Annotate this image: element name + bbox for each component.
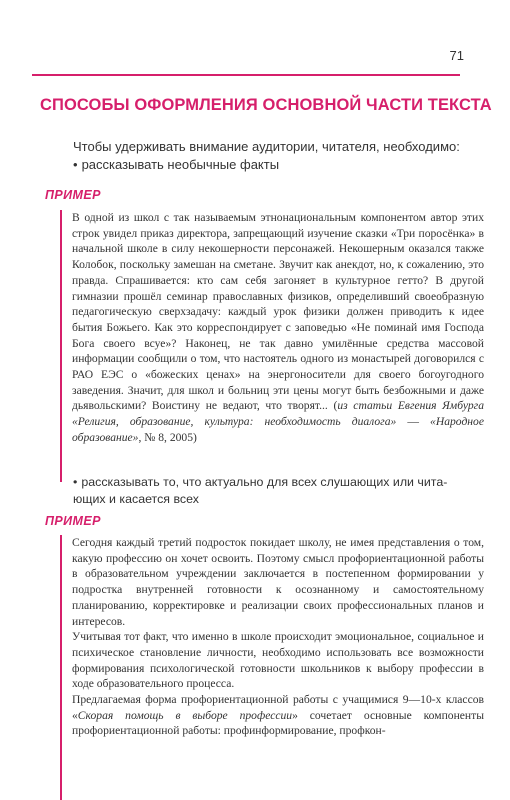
source-open: (: [333, 399, 338, 413]
example-1-source-journal: «Народное образование»: [72, 415, 484, 444]
bullet-item-1: [73, 156, 483, 174]
page-number: 71: [449, 48, 464, 63]
section-heading: СПОСОБЫ ОФОРМЛЕНИЯ ОСНОВНОЙ ЧАСТИ ТЕКСТА: [40, 96, 492, 114]
header-rule: [32, 74, 460, 76]
example-2-paragraph-2: Учитывая тот факт, что именно в школе происходит эмоциональное, социальное и психическое становление личности, необходимо использовать все возможности формирования психологической готовности школьников к выбору профессии в ходе образовательного процесса.: [72, 630, 484, 691]
bullet-2-line-1: [73, 474, 483, 491]
example-1-body: В одной из школ с так называемым этнонациональным компонентом автор этих строк увидел приказ директора, запрещающий изучение сказки «Три поросёнка» в начальной школе в силу некошерности персонажей. Некошерным оказался также Колобок, поскольку замешан на сметане. Звучит как анекдот, но, к сожалению, это правда. Спрашивается: кто сам себя загоняет в культурное гетто? В другой гимназии прошёл семинар православных физиков, определивший своеобразную педагогическую сверхзадачу: каждый урок физики должен приводить к идее бытия Божьего. Как это корреспондирует с заповедью «Не поминай имя Господа Бога своего всуе»? Наконец, не так давно умилённые средства массовой информации сообщили о том, что настоятель одного из монастырей договорился с РАО ЕЭС о «божеских ценах» на энергоносители для своего богоугодного заведения. Значит, для школ и больниц эти цены могут быть безбожными и даже дьявольскими? Воистину не ведают, что творят...: [72, 211, 484, 413]
para3-emphasis: Скорая помощь в выборе профессии: [77, 708, 293, 722]
example-1-source-issue: , № 8, 2005): [138, 430, 197, 444]
example-1-source-article: из статьи Евгения Ямбурга «Религия, образование, культура: необходимость диалога»: [72, 399, 484, 429]
example-1-paragraph: [72, 210, 484, 446]
bullet-icon: •: [73, 157, 78, 172]
bullet-2-text: рассказывать то, что актуально для всех слушающих или чита-: [81, 475, 448, 489]
example-box-1: [60, 210, 484, 482]
bullet-item-2: [73, 474, 483, 508]
bullet-1-text: рассказывать необычные факты: [81, 157, 280, 172]
example-2-paragraph-3: [72, 692, 484, 739]
intro-text: Чтобы удерживать внимание аудитории, читателя, необходимо:: [73, 139, 460, 154]
para3-text-b: » сочетает основные компоненты профориентационной работы: профинформирование, профкон-: [72, 708, 484, 738]
intro-block: [73, 138, 483, 174]
example-label-2: ПРИМЕР: [45, 514, 101, 528]
source-separator: —: [396, 415, 431, 429]
bullet-icon: •: [73, 475, 78, 489]
example-box-2: [60, 535, 484, 800]
bullet-2-line-2: ющих и касается всех: [73, 492, 199, 506]
example-2-paragraph-1: Сегодня каждый третий подросток покидает школу, не имея представления о том, какую профессию он хочет освоить. Поэтому смысл профориентационной работы в образовательном учреждении заключается в постепенном формировании у подростка внутренней готовности к осознанному и самостоятельному планированию, корректировке и реализации своих профессиональных планов и интересов.: [72, 536, 484, 628]
para3-text-a: Предлагаемая форма профориентационной работы с учащимися 9—10-х классов «: [72, 693, 484, 722]
example-label-1: ПРИМЕР: [45, 188, 101, 202]
